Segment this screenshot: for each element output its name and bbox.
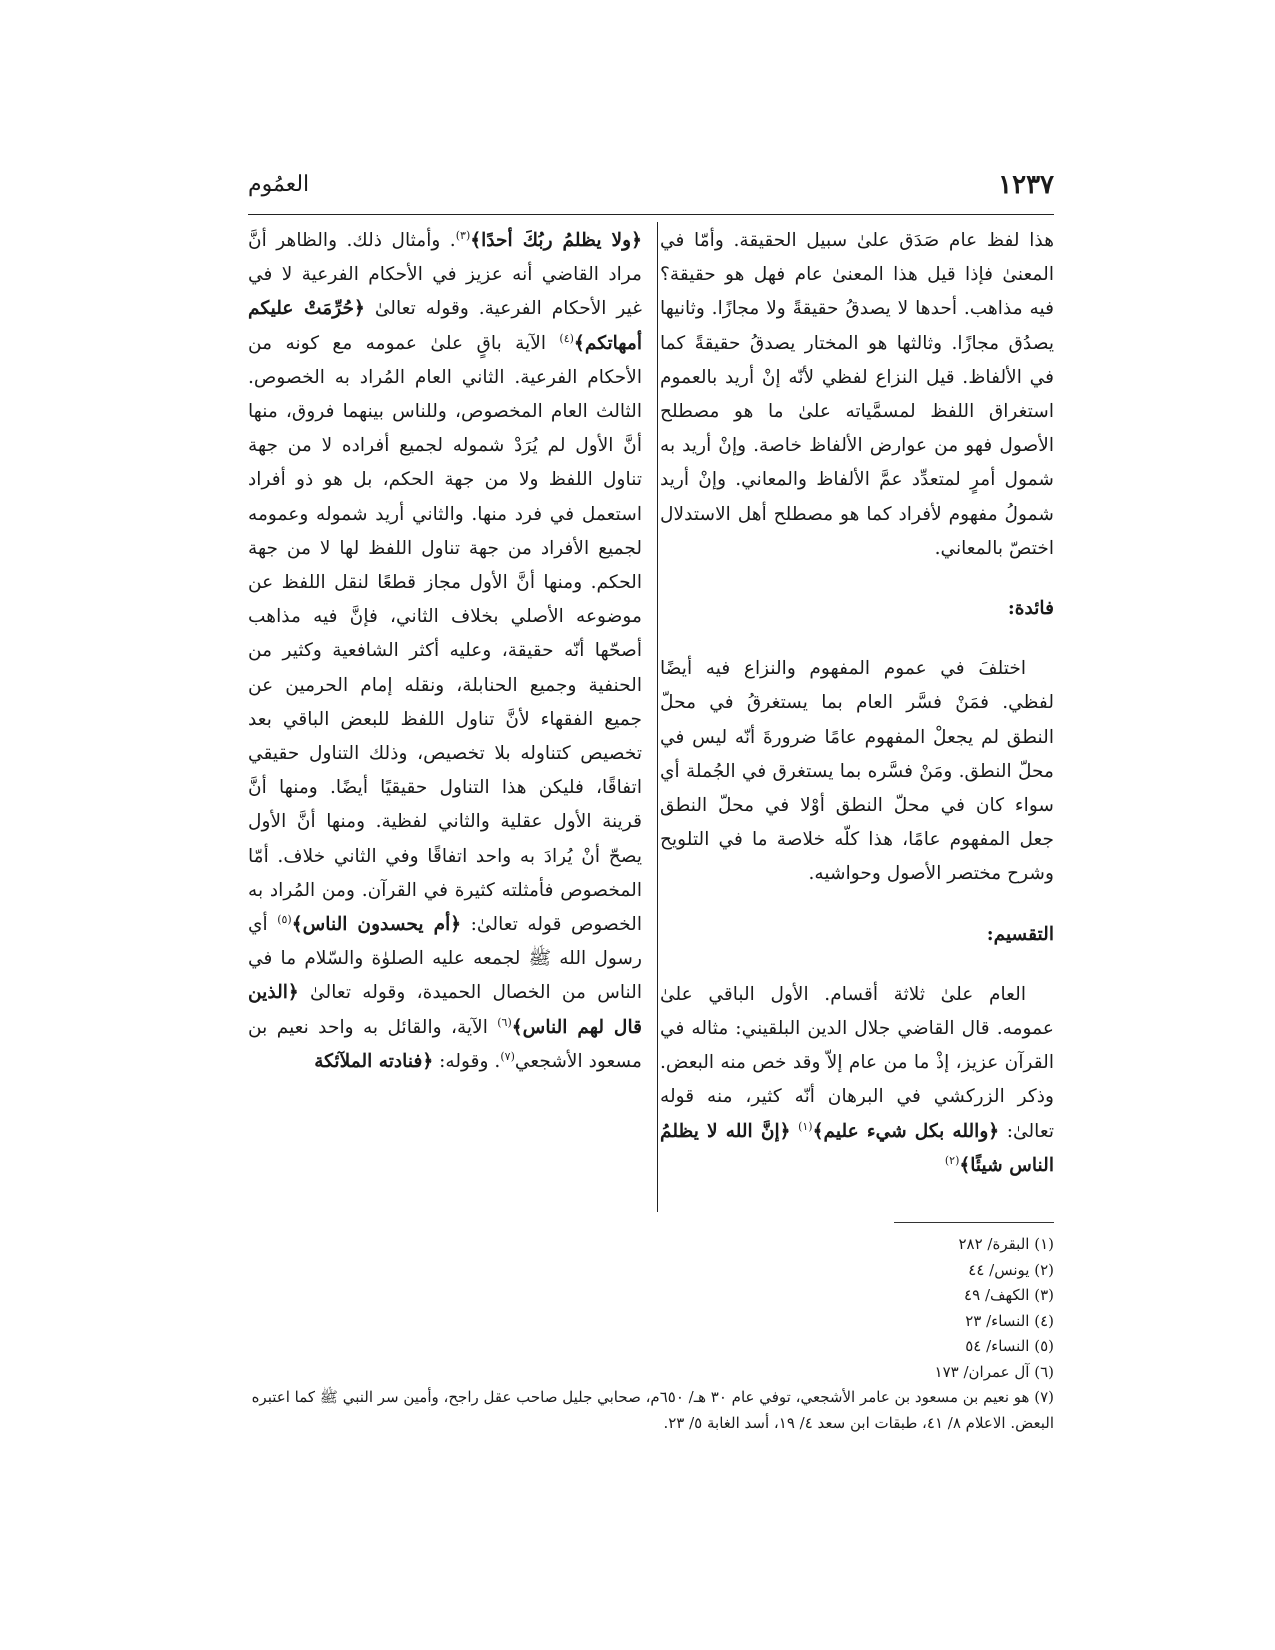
footnotes [248,1232,1054,1436]
paragraph: هذا لفظ عام صَدَق علىٰ سبيل الحقيقة. وأمّا في المعنىٰ فإذا قيل هذا المعنىٰ عام فهل هو حقيقة؟ فيه مذاهب. أحدها لا يصدقُ حقيقةً ولا مجازًا. وثانيها يصدُق مجازًا. وثالثها هو المختار يصدقُ حقيقةً كما في الألفاظ. قيل النزاع لفظي لأنّه إنْ أريد بالعموم استغراق اللفظ لمسمَّياته علىٰ ما هو مصطلح الأصول فهو من عوارض الألفاظ خاصة. وإنْ أريد به شمول أمرٍ لمتعدِّد عمَّ الألفاظ والمعاني. وإنْ أريد شمولُ مفهوم لأفراد كما هو مصطلح أهل الاستدلال اختصّ بالمعاني. [660,230,1054,559]
footnote: (١) البقرة/ ٢٨٢ [958,1235,1054,1253]
right-column [660,224,1054,1183]
paragraph: اختلفَ في عموم المفهوم والنزاع فيه أيضًا لفظي. فمَنْ فسَّر العام بما يستغرقُ في محلّ النطق لم يجعلْ المفهوم عامًا ضرورةَ أنّه ليس في محلّ النطق. ومَنْ فسَّره بما يستغرق في الجُملة أي سواء كان في محلّ النطق أوْلا في محلّ النطق جعل المفهوم عامًا، هذا كلّه خلاصة ما في التلويح وشرح مختصر الأصول وحواشيه. [660,658,1054,885]
left-column [248,224,642,1079]
footnote: (٤) النساء/ ٢٣ [965,1311,1054,1330]
quran-verse: ﴿إنَّ الله لا يظلمُ الناس شيئًا﴾ [660,1120,1054,1176]
quran-verse: ﴿الذين قال لهم الناس﴾ [248,982,642,1038]
paragraph-text: الآية، والقائل به واحد نعيم بن مسعود الأشجعي [248,1016,642,1072]
quran-verse: ﴿أم يحسدون الناس﴾ [291,914,462,936]
paragraph [248,224,642,1079]
footnote-ref: (٧) [500,1049,515,1063]
section-heading-benefit: فائدة: [1007,598,1054,620]
footnote-ref: (١) [798,1119,813,1133]
footnote-rule [894,1222,1054,1223]
paragraph-text: أي رسول الله ﷺ لجمعه عليه الصلوٰة والسّلام ما في الناس من الخصال الحميدة، وقوله تعالىٰ [248,914,642,1004]
footnote-ref: (٢) [944,1153,960,1167]
page-header [248,170,1054,210]
paragraph [660,978,1054,1183]
footnote-ref: (٤) [559,331,574,345]
paragraph-text: الآية باقٍ علىٰ عمومه مع كونه من الأحكام الفرعية. الثاني العام المُراد به الخصوص. الثالث العام المخصوص، وللناس بينهما فروق، منها أنَّ الأول لم يُرَدْ شموله لجميع أفراده لا من جهة تناول اللفظ ولا من جهة الحكم، بل هو ذو أفراد استعمل في فرد منها. والثاني أريد شموله وعمومه لجميع الأفراد من جهة تناول اللفظ لها لا من جهة الحكم. ومنها أنَّ الأول مجاز قطعًا لنقل اللفظ عن موضوعه الأصلي بخلاف الثاني، فإنَّ فيه مذاهب أصحّها أنّه حقيقة، وعليه أكثر الشافعية وكثير من الحنفية وجميع الحنابلة، ونقله إمام الحرمين عن جميع الفقهاء لأنَّ تناول اللفظ للبعض الباقي بعد تخصيص كتناوله بلا تخصيص، وذلك التناول حقيقي اتفاقًا، فليكن هذا التناول حقيقيًا أيضًا. ومنها أنَّ قرينة الأول عقلية والثاني لفظية. ومنها أنَّ الأول يصحّ أنْ يُرادَ به واحد اتفاقًا وفي الثاني خلاف. أمّا المخصوص فأمثلته كثيرة في القرآن. ومن المُراد به الخصوص قوله تعالىٰ: [248,332,642,936]
column-divider [657,222,658,1212]
footnote: (٣) الكهف/ ٤٩ [964,1286,1054,1304]
quran-verse: ﴿ولا يظلمُ ربُكَ أحدًا﴾ [470,230,642,251]
footnote-ref: (٥) [277,912,292,926]
footnote: (٧) هو نعيم بن مسعود بن عامر الأشجعي، توفي عام ٣٠ هـ/ ٦٥٠م، صحابي جليل صاحب عقل راجح، وأمين سر النبي ﷺ كما اعتبره البعض. الاعلام ٨/ ٤١، طبقات ابن سعد ٤/ ١٩، أسد الغابة ٥/ ٢٣. [251,1388,1054,1432]
quran-verse: ﴿حُرِّمَتْ عليكم أمهاتكم﴾ [248,298,642,354]
running-title: العمُوم [248,172,310,197]
header-rule [248,214,1054,215]
paragraph-text: . وأمثال ذلك. والظاهر أنَّ مراد القاضي أنه عزيز في الأحكام الفرعية لا في غير الأحكام الفرعية. وقوله تعالىٰ [248,230,643,320]
page-number: ١٢٣٧ [998,170,1054,200]
paragraph-text: . وقوله: [433,1050,501,1072]
footnote: (٥) النساء/ ٥٤ [965,1337,1054,1355]
quran-verse: ﴿فنادته الملآئكة [314,1050,434,1072]
section-heading-division: التقسيم: [986,923,1054,945]
paragraph-text: العام علىٰ ثلاثة أقسام. الأول الباقي علىٰ عمومه. قال القاضي جلال الدين البلقيني: مثاله في القرآن عزيز، إذْ ما من عام إلاّ وقد خص منه البعض. وذكر الزركشي في البرهان أنّه كثير، منه قوله تعالىٰ: [660,983,1054,1142]
footnote: (٢) يونس/ ٤٤ [968,1260,1054,1279]
footnote-ref: (٣) [455,228,471,242]
footnote: (٦) آل عمران/ ١٧٣ [934,1362,1054,1381]
footnote-ref: (٦) [497,1015,512,1029]
quran-verse: ﴿والله بكل شيء عليم﴾ [812,1120,1000,1142]
